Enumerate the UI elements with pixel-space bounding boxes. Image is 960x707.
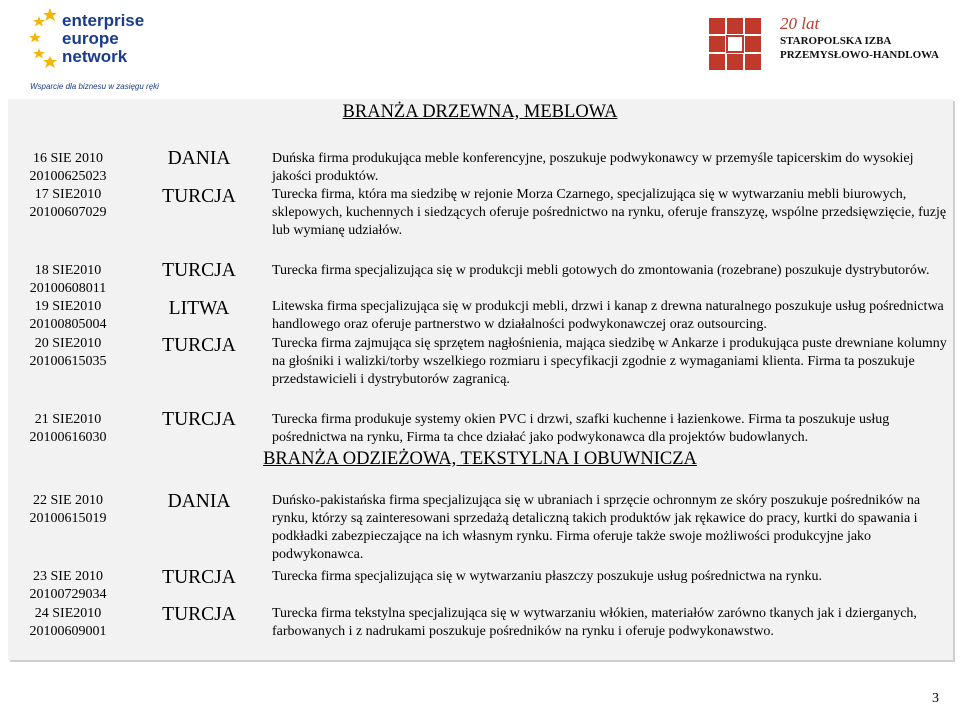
entry-description: Turecka firma zajmująca się sprzętem nagłośnienia, mająca siedzibę w Ankarze i produkująca puste drewniane kolumny na głośniki i walizki/torby wszelkiego rozmiaru i specyfikacji zgodnie z wymaganiami klienta. Firma ta poszukuje przedstawicieli i dystrybutorów zagranicą.: [272, 336, 947, 387]
entry-description: Turecka firma, która ma siedzibę w rejonie Morza Czarnego, specjalizująca się w wytwarzaniu mebli biurowych, sklepowych, kuchennych i siedzących oferuje pośrednictwo na rynku, oferuje franszyzę, wspólne przedsięwzięcie, fuzję lub wymianę udziałów.: [272, 187, 947, 238]
entry-dates: [8, 186, 128, 222]
entry-dates: [8, 335, 128, 371]
entry-country: TURCJA: [162, 260, 236, 281]
page-number: 3: [932, 691, 939, 706]
sip-name-line2: PRZEMYSŁOWO-HANDLOWA: [780, 49, 939, 61]
entry-date: 18 SIE2010: [34, 263, 102, 278]
sip-name-line1: STAROPOLSKA IZBA: [780, 35, 892, 47]
entry-ref: 20100805004: [29, 317, 107, 332]
entry-description: Duńska firma produkująca meble konferencyjne, poszukuje podwykonawcy w przemyśle tapicerskim do wysokiej jakości produktów.: [272, 151, 914, 184]
entry-country: LITWA: [168, 298, 230, 319]
entry-ref: 20100616030: [29, 430, 107, 445]
page-header: [0, 0, 960, 98]
entry-description: Litewska firma specjalizująca się w produkcji mebli, drzwi i kanap z drewna naturalnego poszukuje usług pośrednictwa handlowego oraz oferuje partnerstwo w działalności podwykonawczej oraz outsourcing.: [272, 299, 944, 332]
entry-dates: [8, 298, 128, 334]
entry-description: Turecka firma specjalizująca się w produkcji mebli gotowych do zmontowania (rozebrane) poszukuje dystrybutorów.: [272, 263, 930, 278]
entry-dates: [8, 262, 128, 298]
entry-ref: 20100609001: [29, 624, 107, 639]
entry-dates: [8, 150, 128, 186]
entry-ref: 20100615035: [29, 354, 107, 369]
entry-date: 24 SIE2010: [34, 606, 102, 621]
entry-country: TURCJA: [162, 604, 236, 625]
entry-date: 19 SIE2010: [34, 299, 102, 314]
entry-ref: 20100608011: [29, 281, 107, 296]
sip-name: [780, 34, 939, 62]
entry-country: DANIA: [167, 148, 231, 169]
entry-country: DANIA: [167, 491, 231, 512]
sip-anniversary: 20 lat: [780, 14, 820, 33]
entry-country: TURCJA: [162, 409, 236, 430]
entry-dates: [8, 411, 128, 447]
entry-ref: 20100615019: [29, 511, 107, 526]
section-title: BRANŻA ODZIEŻOWA, TEKSTYLNA I OBUWNICZA: [263, 449, 697, 469]
entry-dates: [8, 568, 128, 604]
entry-dates: [8, 605, 128, 641]
entry-ref: 20100729034: [29, 587, 107, 602]
een-logo-text: enterprise europe network: [62, 11, 145, 66]
entry-ref: 20100607029: [29, 205, 107, 220]
entry-date: 20 SIE2010: [34, 336, 102, 351]
entry-date: 23 SIE 2010: [33, 569, 103, 584]
entry-date: 22 SIE 2010: [33, 493, 103, 508]
een-tagline: Wsparcie dla biznesu w zasięgu ręki: [30, 82, 159, 91]
entry-ref: 20100625023: [29, 169, 107, 184]
entry-description: Duńsko-pakistańska firma specjalizująca się w ubraniach i sprzęcie ochronnym ze skóry poszukuje pośredników na rynku, którzy są zainteresowani sprzedażą detaliczną takich produktów jak rękawice do pracy, kurtki do spawania i podkładki zabezpieczające na ich własnym rynku. Firma oferuje także swoje możliwości produkcyjne jako podwykonawca.: [272, 493, 921, 562]
entry-date: 21 SIE2010: [34, 412, 102, 427]
entry-dates: [8, 492, 128, 528]
entry-description: Turecka firma produkuje systemy okien PVC i drzwi, szafki kuchenne i łazienkowe. Firma ta poszukuje usług pośrednictwa na rynku, Firma ta chce działać jako podwykonawca dla projektów budowlanych.: [272, 412, 890, 445]
entry-country: TURCJA: [162, 335, 236, 356]
entry-country: TURCJA: [162, 186, 236, 207]
entry-date: 17 SIE2010: [34, 187, 102, 202]
entry-description: Turecka firma tekstylna specjalizująca się w wytwarzaniu włókien, materiałów zarówno tkanych jak i dzierganych, farbowanych i z nadrukami poszukuje pośredników na rynku i oferuje podwykonawstwo.: [272, 606, 917, 639]
section-title: BRANŻA DRZEWNA, MEBLOWA: [342, 102, 618, 122]
entry-date: 16 SIE 2010: [33, 151, 103, 166]
entry-description: Turecka firma specjalizująca się w wytwarzaniu płaszczy poszukuje usług pośrednictwa na rynku.: [272, 569, 822, 584]
entry-country: TURCJA: [162, 567, 236, 588]
